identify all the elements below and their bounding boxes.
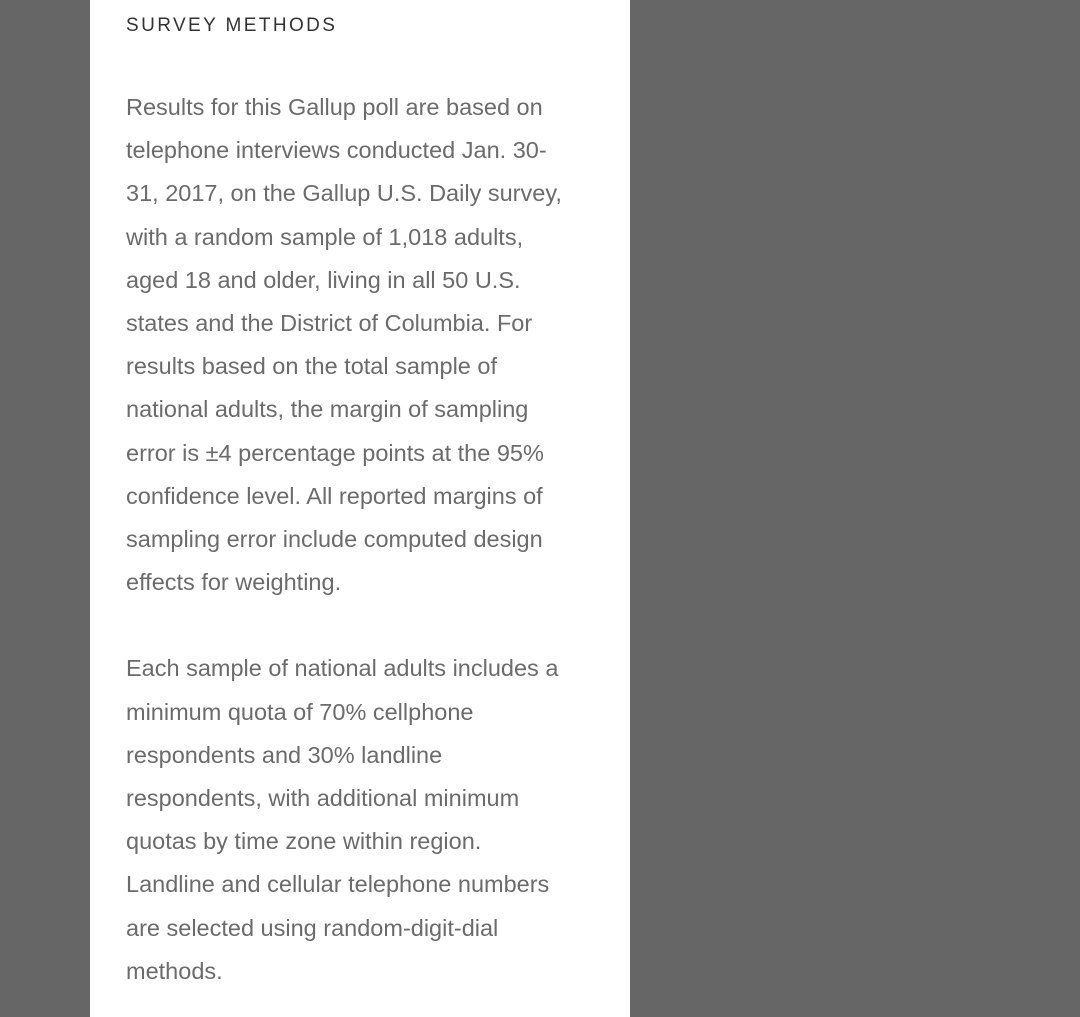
section-heading: SURVEY METHODS <box>126 15 338 36</box>
paragraph-line: respondents and 30% landline <box>126 741 443 768</box>
paragraph-line: error is ±4 percentage points at the 95% <box>126 439 544 466</box>
methods-paragraph-2 <box>126 647 596 993</box>
paragraph-line: minimum quota of 70% cellphone <box>126 698 474 725</box>
paragraph-line: effects for weighting. <box>126 569 342 596</box>
paragraph-line: confidence level. All reported margins of <box>126 482 543 509</box>
paragraph-line: aged 18 and older, living in all 50 U.S. <box>126 266 521 293</box>
paragraph-line: results based on the total sample of <box>126 353 497 380</box>
paragraph-line: 31, 2017, on the Gallup U.S. Daily survey, <box>126 180 562 207</box>
paragraph-line: national adults, the margin of sampling <box>126 396 529 423</box>
paragraph-line: quotas by time zone within region. <box>126 828 482 855</box>
paragraph-line: respondents, with additional minimum <box>126 785 520 812</box>
paragraph-line: are selected using random-digit-dial <box>126 914 499 941</box>
paragraph-line: states and the District of Columbia. For <box>126 310 533 337</box>
paragraph-line: with a random sample of 1,018 adults, <box>126 223 524 250</box>
survey-methods-panel <box>90 0 630 1017</box>
paragraph-line: Landline and cellular telephone numbers <box>126 871 550 898</box>
paragraph-line: methods. <box>126 957 223 984</box>
paragraph-line: sampling error include computed design <box>126 526 543 553</box>
paragraph-line: Each sample of national adults includes a <box>126 655 559 682</box>
paragraph-line: telephone interviews conducted Jan. 30- <box>126 137 547 164</box>
methods-paragraph-1 <box>126 86 596 604</box>
paragraph-line: Results for this Gallup poll are based on <box>126 94 543 120</box>
